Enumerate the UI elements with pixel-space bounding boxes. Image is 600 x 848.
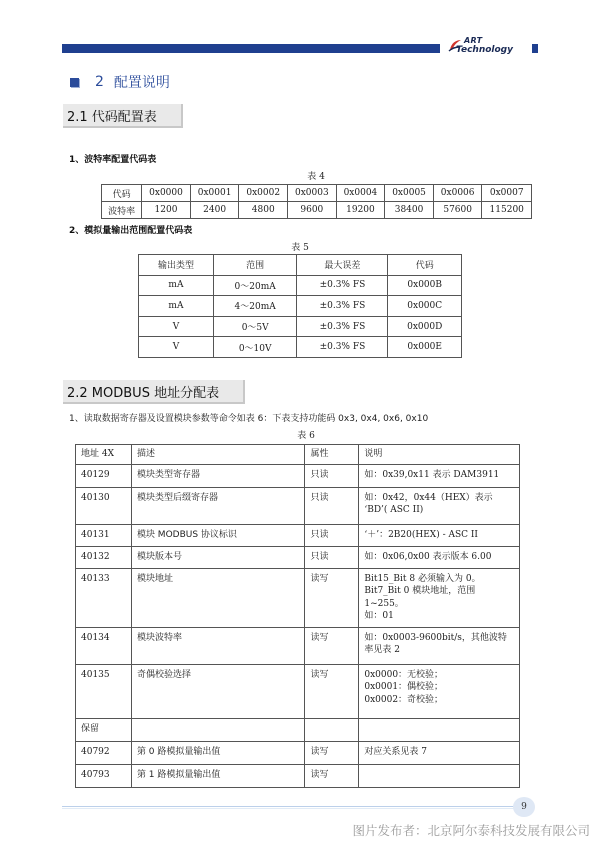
table-cell: 0x000E bbox=[388, 337, 462, 358]
section-title-2-1: 2.1 代码配置表 bbox=[63, 104, 183, 128]
table-cell: ±0.3% FS bbox=[297, 337, 388, 358]
header-bar bbox=[62, 44, 440, 53]
table-row bbox=[139, 337, 462, 358]
note-line: ‘BD’( ASC II) bbox=[364, 505, 424, 515]
description-cell bbox=[131, 718, 305, 741]
note-line: 对应关系见表 7 bbox=[364, 746, 427, 757]
note-line: 0x0000：无校验； bbox=[364, 669, 444, 680]
note-cell bbox=[359, 764, 520, 787]
table-cell: 0x000C bbox=[388, 296, 462, 317]
output-range-code-table bbox=[138, 254, 462, 358]
table-cell: ±0.3% FS bbox=[297, 275, 388, 296]
address-cell: 40131 bbox=[76, 524, 132, 546]
table-cell: 19200 bbox=[336, 202, 385, 219]
table-row bbox=[139, 275, 462, 296]
analog-range-subheading: 2、模拟量输出范围配置代码表 bbox=[69, 226, 193, 236]
table-cell: 115200 bbox=[482, 202, 532, 219]
attribute-cell: 读写 bbox=[305, 741, 359, 764]
table-cell: 0x0000 bbox=[142, 185, 191, 202]
note-cell bbox=[359, 546, 520, 568]
table-row bbox=[139, 316, 462, 337]
note-line: 如：0x39,0x11 表示 DAM3911 bbox=[364, 469, 500, 480]
column-header: 描述 bbox=[131, 445, 305, 465]
attribute-cell bbox=[305, 718, 359, 741]
table-row bbox=[76, 741, 520, 764]
table4-caption: 表 4 bbox=[307, 172, 325, 182]
table-cell: mA bbox=[139, 275, 214, 296]
note-line: 如：0x42，0x44（HEX）表示 bbox=[364, 492, 493, 503]
column-header: 输出类型 bbox=[139, 255, 214, 276]
note-line: Bit7_Bit 0 模块地址，范围 1~255。 bbox=[364, 586, 476, 609]
description-cell: 模块版本号 bbox=[131, 546, 305, 568]
header-bar-end bbox=[532, 44, 538, 53]
note-line: 0x0002：奇校验； bbox=[364, 694, 444, 705]
section-title-2-2: 2.2 MODBUS 地址分配表 bbox=[63, 380, 245, 404]
table-row bbox=[76, 487, 520, 524]
note-line: 0x0001：偶校验； bbox=[364, 682, 444, 692]
attribute-cell: 读写 bbox=[305, 568, 359, 627]
table-cell: 38400 bbox=[385, 202, 434, 219]
note-cell bbox=[359, 524, 520, 546]
table-cell: 0x0003 bbox=[288, 185, 337, 202]
table-row bbox=[76, 664, 520, 718]
description-cell: 模块类型寄存器 bbox=[131, 464, 305, 487]
table-cell: 0x0006 bbox=[433, 185, 482, 202]
table-cell: 0～20mA bbox=[213, 275, 297, 296]
table-cell: V bbox=[139, 337, 214, 358]
note-cell bbox=[359, 741, 520, 764]
table-row bbox=[76, 568, 520, 627]
table-header-row bbox=[76, 445, 520, 465]
table-row bbox=[76, 464, 520, 487]
address-cell: 40133 bbox=[76, 568, 132, 627]
note-cell bbox=[359, 487, 520, 524]
table-cell: 0x000D bbox=[388, 316, 462, 337]
table-cell: ±0.3% FS bbox=[297, 296, 388, 317]
column-header: 代码 bbox=[388, 255, 462, 276]
address-cell: 40129 bbox=[76, 464, 132, 487]
address-cell: 40792 bbox=[76, 741, 132, 764]
table-cell: 0x0001 bbox=[190, 185, 239, 202]
description-cell: 第 0 路模拟量输出值 bbox=[131, 741, 305, 764]
note-line bbox=[364, 723, 514, 735]
column-header: 属性 bbox=[305, 445, 359, 465]
note-cell bbox=[359, 664, 520, 718]
note-line: 率见表 2 bbox=[364, 645, 400, 655]
table-cell: 0x0005 bbox=[385, 185, 434, 202]
company-logo bbox=[448, 36, 530, 62]
address-cell: 40134 bbox=[76, 627, 132, 664]
description-cell: 奇偶校验选择 bbox=[131, 664, 305, 718]
table-cell: 0x0007 bbox=[482, 185, 532, 202]
logo-text-technology: Technology bbox=[456, 45, 513, 55]
table-cell: 57600 bbox=[433, 202, 482, 219]
address-cell: 保留 bbox=[76, 718, 132, 741]
column-header: 地址 4X bbox=[76, 445, 132, 465]
address-cell: 40135 bbox=[76, 664, 132, 718]
note-cell bbox=[359, 464, 520, 487]
modbus-address-table bbox=[75, 444, 520, 788]
description-cell: 模块地址 bbox=[131, 568, 305, 627]
table-cell: mA bbox=[139, 296, 214, 317]
table-row bbox=[76, 524, 520, 546]
image-credit: 图片发布者：北京阿尔泰科技发展有限公司 bbox=[352, 823, 590, 838]
table-cell: ±0.3% FS bbox=[297, 316, 388, 337]
table-cell: 4800 bbox=[239, 202, 288, 219]
note-line: 如：0x0003-9600bit/s，其他波特 bbox=[364, 632, 507, 643]
table-row bbox=[76, 718, 520, 741]
attribute-cell: 只读 bbox=[305, 524, 359, 546]
table-cell: 0x0004 bbox=[336, 185, 385, 202]
page-number: 9 bbox=[513, 797, 535, 817]
table-cell: 0x0002 bbox=[239, 185, 288, 202]
column-header: 范围 bbox=[213, 255, 297, 276]
note-cell bbox=[359, 627, 520, 664]
table-cell: 9600 bbox=[288, 202, 337, 219]
table-row bbox=[102, 185, 532, 202]
row-header-cell: 代码 bbox=[102, 185, 142, 202]
table-cell: 4～20mA bbox=[213, 296, 297, 317]
table-row bbox=[76, 764, 520, 787]
chapter-bullet-icon bbox=[70, 78, 79, 87]
table-cell: 0～5V bbox=[213, 316, 297, 337]
note-line: 如：01 bbox=[364, 611, 394, 621]
row-header-cell: 波特率 bbox=[102, 202, 142, 219]
footer-line-shadow bbox=[62, 808, 518, 809]
address-cell: 40130 bbox=[76, 487, 132, 524]
table-row bbox=[76, 627, 520, 664]
modbus-intro-text: 1、读取数据寄存器及设置模块参数等命令如表 6：下表支持功能码 0x3, 0x4, 0x6, 0x10 bbox=[69, 414, 429, 424]
logo-text-art: ART bbox=[464, 36, 483, 45]
note-line bbox=[364, 769, 514, 781]
table-row bbox=[102, 202, 532, 219]
table-cell: 0x000B bbox=[388, 275, 462, 296]
description-cell: 模块波特率 bbox=[131, 627, 305, 664]
table-cell: 2400 bbox=[190, 202, 239, 219]
table6-caption: 表 6 bbox=[297, 431, 315, 441]
description-cell: 第 1 路模拟量输出值 bbox=[131, 764, 305, 787]
table-cell: V bbox=[139, 316, 214, 337]
attribute-cell: 读写 bbox=[305, 764, 359, 787]
table-cell: 0～10V bbox=[213, 337, 297, 358]
baud-rate-subheading: 1、波特率配置代码表 bbox=[69, 155, 157, 165]
chapter-heading: 配置说明 bbox=[113, 75, 170, 91]
chapter-number: 2 bbox=[95, 74, 104, 90]
attribute-cell: 读写 bbox=[305, 664, 359, 718]
table-row bbox=[76, 546, 520, 568]
address-cell: 40132 bbox=[76, 546, 132, 568]
attribute-cell: 只读 bbox=[305, 464, 359, 487]
note-line: Bit15_Bit 8 必须输入为 0。 bbox=[364, 573, 481, 584]
note-line: ‘＋’：2B20(HEX) - ASC II bbox=[364, 529, 478, 540]
table-row bbox=[139, 296, 462, 317]
chapter-title bbox=[70, 72, 170, 92]
attribute-cell: 只读 bbox=[305, 546, 359, 568]
table-cell: 1200 bbox=[142, 202, 191, 219]
column-header: 说明 bbox=[359, 445, 520, 465]
note-cell bbox=[359, 718, 520, 741]
attribute-cell: 只读 bbox=[305, 487, 359, 524]
footer-line bbox=[62, 806, 518, 807]
note-cell bbox=[359, 568, 520, 627]
description-cell: 模块 MODBUS 协议标识 bbox=[131, 524, 305, 546]
attribute-cell: 读写 bbox=[305, 627, 359, 664]
table-header-row bbox=[139, 255, 462, 276]
column-header: 最大误差 bbox=[297, 255, 388, 276]
address-cell: 40793 bbox=[76, 764, 132, 787]
baud-rate-code-table bbox=[101, 184, 532, 219]
note-line: 如：0x06,0x00 表示版本 6.00 bbox=[364, 551, 492, 562]
table5-caption: 表 5 bbox=[291, 243, 309, 253]
description-cell: 模块类型后缀寄存器 bbox=[131, 487, 305, 524]
